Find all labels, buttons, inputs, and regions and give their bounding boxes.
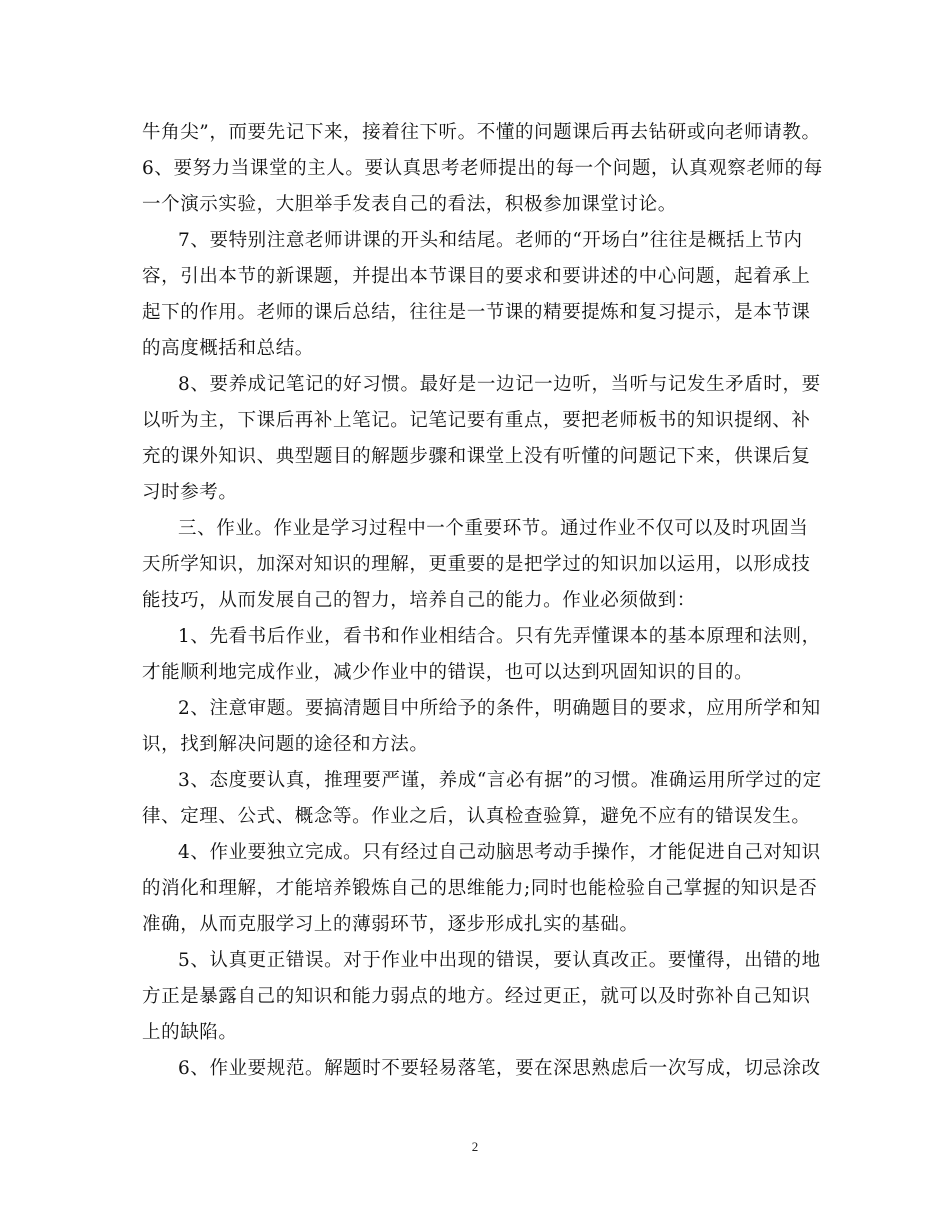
text-line: 上的缺陷。: [142, 1022, 238, 1043]
text-line: 三、作业。作业是学习过程中一个重要环节。通过作业不仅可以及时巩固当: [178, 518, 809, 539]
text-line: 2、注意审题。要搞清题目中所给予的条件，明确题目的要求，应用所学和知: [178, 698, 821, 719]
text-line: 牛角尖”，而要先记下来，接着往下听。不懂的问题课后再去钻研或向老师请教。: [142, 122, 821, 143]
text-line: 习时参考。: [142, 482, 238, 503]
text-line: 的消化和理解，才能培养锻炼自己的思维能力;同时也能检验自己掌握的知识是否: [142, 878, 818, 899]
text-line: 起下的作用。老师的课后总结，往往是一节课的精要提炼和复习提示，是本节课: [142, 302, 811, 323]
text-line: 7、要特别注意老师讲课的开头和结尾。老师的“开场白”往往是概括上节内: [178, 230, 803, 251]
text-line: 6、要努力当课堂的主人。要认真思考老师提出的每一个问题，认真观察老师的每: [142, 158, 823, 179]
text-line: 6、作业要规范。解题时不要轻易落笔，要在深思熟虑后一次写成，切忌涂改: [178, 1058, 821, 1079]
text-line: 充的课外知识、典型题目的解题步骤和课堂上没有听懂的问题记下来，供课后复: [142, 446, 811, 467]
text-line: 准确，从而克服学习上的薄弱环节，逐步形成扎实的基础。: [142, 914, 639, 935]
page-number: 2: [471, 1139, 479, 1154]
text-line: 4、作业要独立完成。只有经过自己动脑思考动手操作，才能促进自己对知识: [178, 842, 821, 863]
text-line: 方正是暴露自己的知识和能力弱点的地方。经过更正，就可以及时弥补自己知识: [142, 986, 811, 1007]
text-line: 容，引出本节的新课题，并提出本节课目的要求和要讲述的中心问题，起着承上: [142, 266, 811, 287]
text-line: 8、要养成记笔记的好习惯。最好是一边记一边听，当听与记发生矛盾时，要: [178, 374, 821, 395]
text-line: 识，找到解决问题的途径和方法。: [142, 734, 429, 755]
text-line: 3、态度要认真，推理要严谨，养成“言必有据”的习惯。准确运用所学过的定: [178, 770, 822, 791]
text-line: 能技巧，从而发展自己的智力，培养自己的能力。作业必须做到：: [142, 590, 696, 611]
text-line: 以听为主，下课后再补上笔记。记笔记要有重点，要把老师板书的知识提纲、补: [142, 410, 811, 431]
text-line: 的高度概括和总结。: [142, 338, 314, 359]
text-line: 才能顺利地完成作业，减少作业中的错误，也可以达到巩固知识的目的。: [142, 662, 754, 683]
text-line: 5、认真更正错误。对于作业中出现的错误，要认真改正。要懂得，出错的地: [178, 950, 821, 971]
text-line: 一个演示实验，大胆举手发表自己的看法，积极参加课堂讨论。: [142, 194, 677, 215]
text-line: 1、先看书后作业，看书和作业相结合。只有先弄懂课本的基本原理和法则，: [178, 626, 821, 647]
text-line: 律、定理、公式、概念等。作业之后，认真检查验算，避免不应有的错误发生。: [142, 806, 811, 827]
text-line: 天所学知识，加深对知识的理解，更重要的是把学过的知识加以运用，以形成技: [142, 554, 811, 575]
